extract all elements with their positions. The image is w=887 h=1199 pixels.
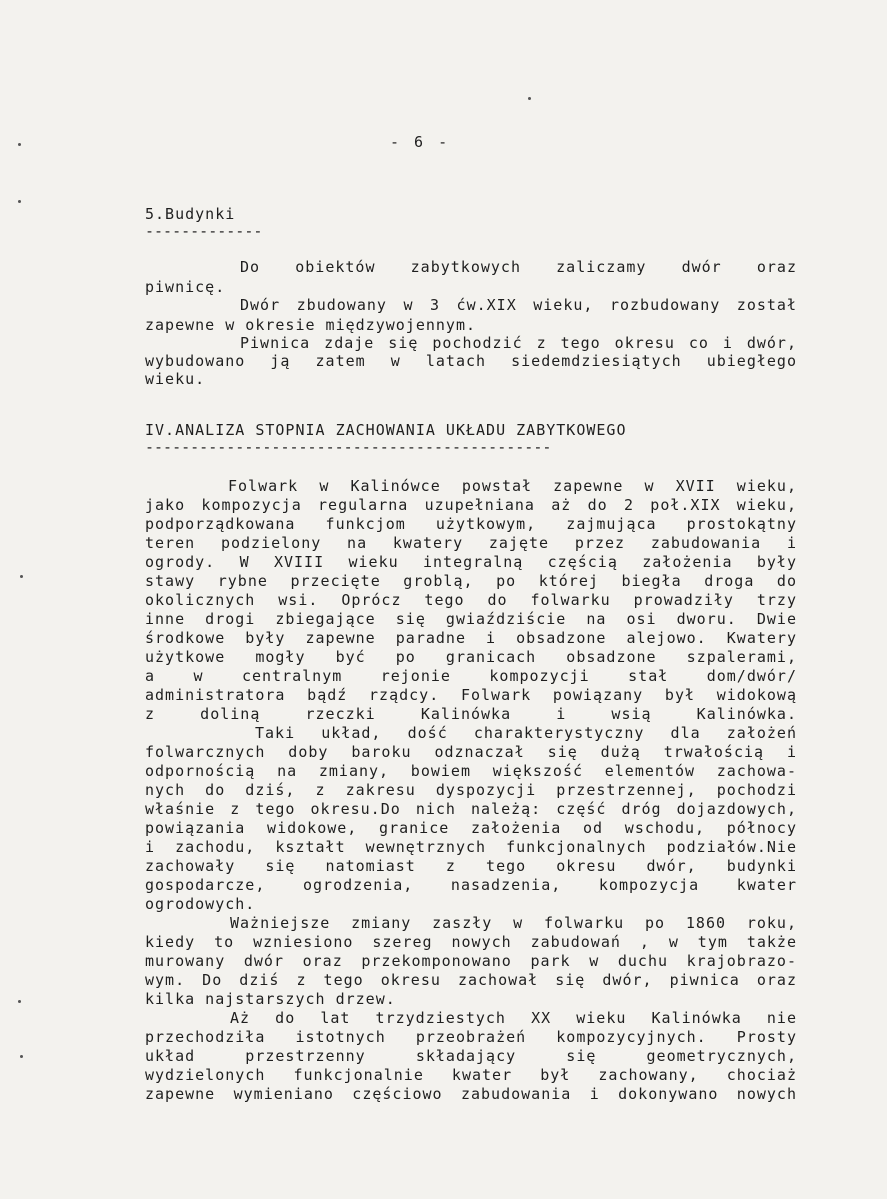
text-line: okolicznych wsi. Oprócz tego do folwarku prowadziły trzy [145,591,797,609]
text-line: Aż do lat trzydziestych XX wieku Kalinówka nie [230,1009,797,1027]
page-number: - 6 - [390,133,451,151]
text-line: Do obiektów zabytkowych zaliczamy dwór oraz [240,258,797,276]
text-line: i zachodu, kształt wewnętrznych funkcjonalnych podziałów.Nie [145,838,797,856]
scan-speck [528,97,531,100]
text-line: murowany dwór oraz przekomponowano park w duchu krajobrazo- [145,952,797,970]
scan-speck [18,1000,21,1003]
section-4-underline: --------------------------------------------- [145,438,552,456]
text-line: Dwór zbudowany w 3 ćw.XIX wieku, rozbudowany został [240,296,797,314]
text-line: Piwnica zdaje się pochodzić z tego okresu co i dwór, [240,334,797,352]
text-line: zapewne wymieniano częściowo zabudowania i dokonywano nowych [145,1085,797,1103]
text-line: stawy rybne przecięte groblą, po której biegła droga do [145,572,797,590]
text-line: podporządkowana funkcjom użytkowym, zajmująca prostokątny [145,515,797,533]
text-line: środkowe były zapewne paradne i obsadzone alejowo. Kwatery [145,629,797,647]
text-line: teren podzielony na kwatery zajęte przez zabudowania i [145,534,797,552]
section-5-heading: 5.Budynki [145,205,236,223]
text-line: zapewne w okresie międzywojennym. [145,316,477,334]
scan-speck [18,143,21,146]
scan-speck [18,200,21,203]
text-line: nych do dziś, z zakresu dyspozycji przestrzennej, pochodzi [145,781,797,799]
text-line: Taki układ, dość charakterystyczny dla założeń [255,724,797,742]
text-line: zachowały się natomiast z tego okresu dwór, budynki [145,857,797,875]
text-line: wieku. [145,370,206,388]
text-line: przechodziła istotnych przeobrażeń kompozycyjnych. Prosty [145,1028,797,1046]
text-line: Ważniejsze zmiany zaszły w folwarku po 1860 roku, [230,914,797,932]
scan-speck [20,575,23,578]
text-line: jako kompozycja regularna uzupełniana aż do 2 poł.XIX wieku, [145,496,797,514]
text-line: administratora bądź rządcy. Folwark powiązany był widokową [145,686,797,704]
text-line: odpornością na zmiany, bowiem większość elementów zachowa- [145,762,797,780]
text-line: ogrodowych. [145,895,256,913]
text-line: piwnicę. [145,278,226,296]
text-line: wybudowano ją zatem w latach siedemdziesiątych ubiegłego [145,352,797,370]
text-line: wydzielonych funkcjonalnie kwater był zachowany, chociaż [145,1066,797,1084]
text-line: użytkowe mogły być po granicach obsadzone szpalerami, [145,648,797,666]
text-line: kilka najstarszych drzew. [145,990,396,1008]
text-line: gospodarcze, ogrodzenia, nasadzenia, kompozycja kwater [145,876,797,894]
scan-speck [20,1055,23,1058]
text-line: folwarcznych doby baroku odznaczał się dużą trwałością i [145,743,797,761]
text-line: inne drogi zbiegające się gwiaździście na osi dworu. Dwie [145,610,797,628]
text-line: a w centralnym rejonie kompozycji stał dom/dwór/ [145,667,797,685]
text-line: właśnie z tego okresu.Do nich należą: część dróg dojazdowych, [145,800,797,818]
section-4-heading: IV.ANALIZA STOPNIA ZACHOWANIA UKŁADU ZABYTKOWEGO [145,421,627,439]
text-line: kiedy to wzniesiono szereg nowych zabudowań , w tym także [145,933,797,951]
text-line: Folwark w Kalinówce powstał zapewne w XVII wieku, [228,477,797,495]
text-line: z doliną rzeczki Kalinówka i wsią Kalinówka. [145,705,797,723]
section-5-underline: ------------- [145,222,263,240]
text-line: powiązania widokowe, granice założenia od wschodu, północy [145,819,797,837]
text-line: układ przestrzenny składający się geometrycznych, [145,1047,797,1065]
text-line: ogrody. W XVIII wieku integralną częścią założenia były [145,553,797,571]
text-line: wym. Do dziś z tego okresu zachował się dwór, piwnica oraz [145,971,797,989]
